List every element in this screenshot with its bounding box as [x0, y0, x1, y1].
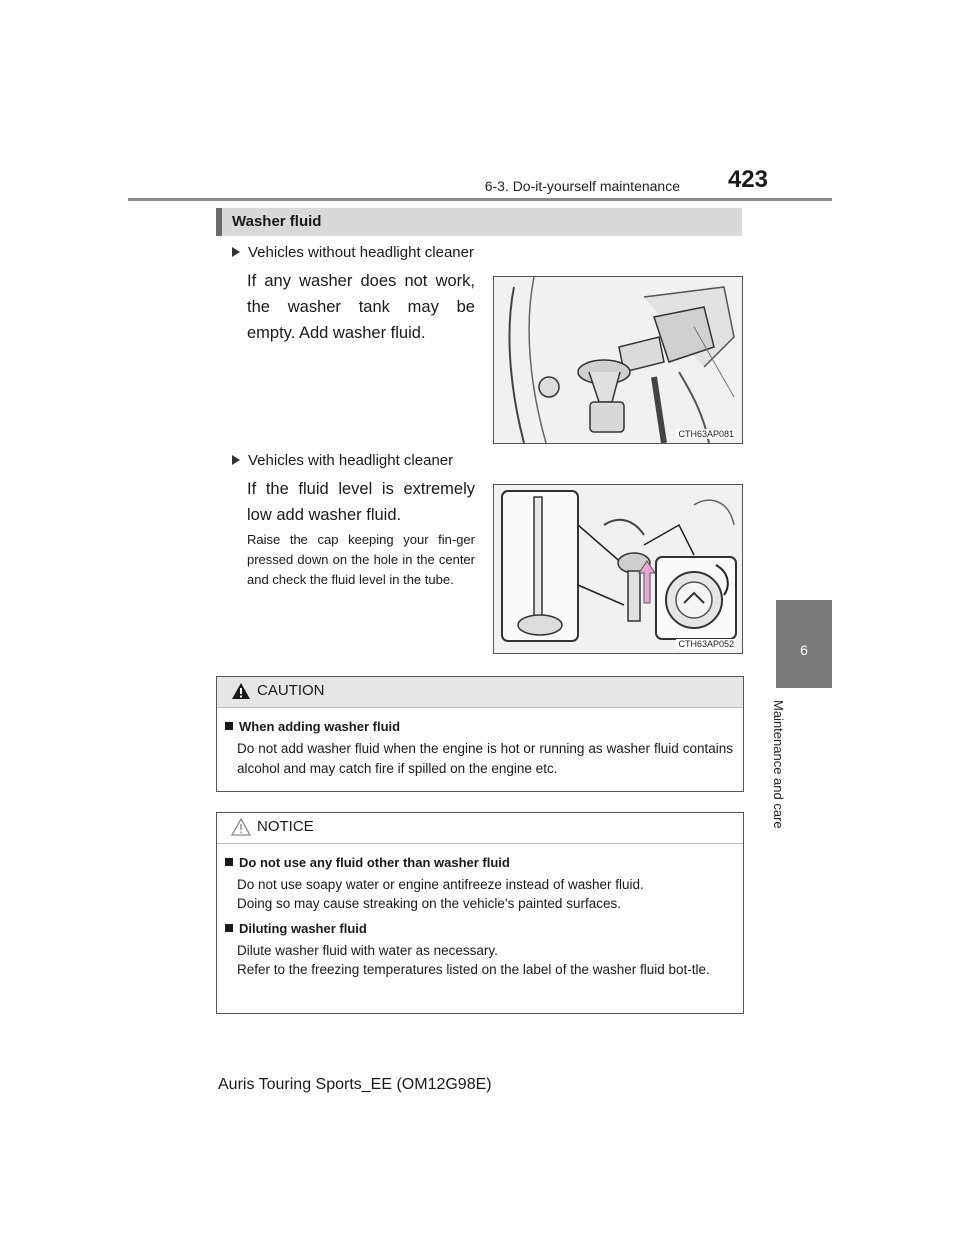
without-cleaner-text: If any washer does not work, the washer tank may be empty. Add washer fluid.	[247, 272, 475, 342]
triangle-bullet-icon	[232, 455, 240, 465]
section-title: Washer fluid	[232, 213, 322, 230]
chapter-number: 6	[800, 642, 808, 658]
square-bullet-icon	[225, 722, 233, 730]
caution-box	[216, 676, 744, 792]
notice-item-2-heading: Diluting washer fluid	[225, 921, 367, 936]
figure-code: CTH63AP081	[678, 429, 734, 439]
notice-triangle-icon	[231, 818, 251, 836]
manual-footer: Auris Touring Sports_EE (OM12G98E)	[218, 1076, 492, 1093]
triangle-bullet-icon	[232, 247, 240, 257]
notice-item-2-line-1: Dilute washer fluid with water as necessary.	[237, 943, 498, 958]
chapter-title: Maintenance and care	[771, 700, 786, 829]
without-cleaner-heading: Vehicles without headlight cleaner	[232, 244, 474, 261]
fluid-level-illustration	[494, 485, 742, 653]
chapter-title-vertical	[766, 700, 806, 860]
square-bullet-icon	[225, 858, 233, 866]
warning-triangle-icon	[231, 682, 251, 700]
section-label: 6-3. Do-it-yourself maintenance	[484, 178, 680, 194]
notice-item-2-line-2: Refer to the freezing temperatures listed on the label of the washer fluid bot-tle.	[237, 962, 710, 977]
header-rule	[128, 198, 832, 201]
section-title-accent	[216, 208, 222, 236]
notice-title: NOTICE	[257, 818, 314, 835]
notice-item-1-heading: Do not use any fluid other than washer fluid	[225, 855, 510, 870]
caution-header	[217, 677, 743, 708]
caution-title: CAUTION	[257, 682, 325, 699]
with-cleaner-heading: Vehicles with headlight cleaner	[232, 452, 453, 469]
square-bullet-icon	[225, 924, 233, 932]
page-number: 423	[727, 166, 768, 193]
notice-box	[216, 812, 744, 1014]
notice-item-1-line-2: Doing so may cause streaking on the vehicle’s painted surfaces.	[237, 896, 621, 911]
with-cleaner-text: If the fluid level is extremely low add washer fluid.	[247, 480, 475, 524]
notice-item-1-line-1: Do not use soapy water or engine antifreeze instead of washer fluid.	[237, 877, 644, 892]
figure-fluid-level-check	[493, 484, 743, 654]
figure-washer-refill	[493, 276, 743, 444]
caution-item-text: Do not add washer fluid when the engine is hot or running as washer fluid contains alcohol and may catch fire if spilled on the engine etc.	[237, 741, 733, 776]
notice-header	[217, 813, 743, 844]
washer-refill-illustration	[494, 277, 742, 443]
figure-code: CTH63AP052	[678, 639, 734, 649]
with-cleaner-note: Raise the cap keeping your fin-ger pressed down on the hole in the center and check the fluid level in the tube.	[247, 532, 475, 587]
caution-item-heading: When adding washer fluid	[225, 719, 400, 734]
